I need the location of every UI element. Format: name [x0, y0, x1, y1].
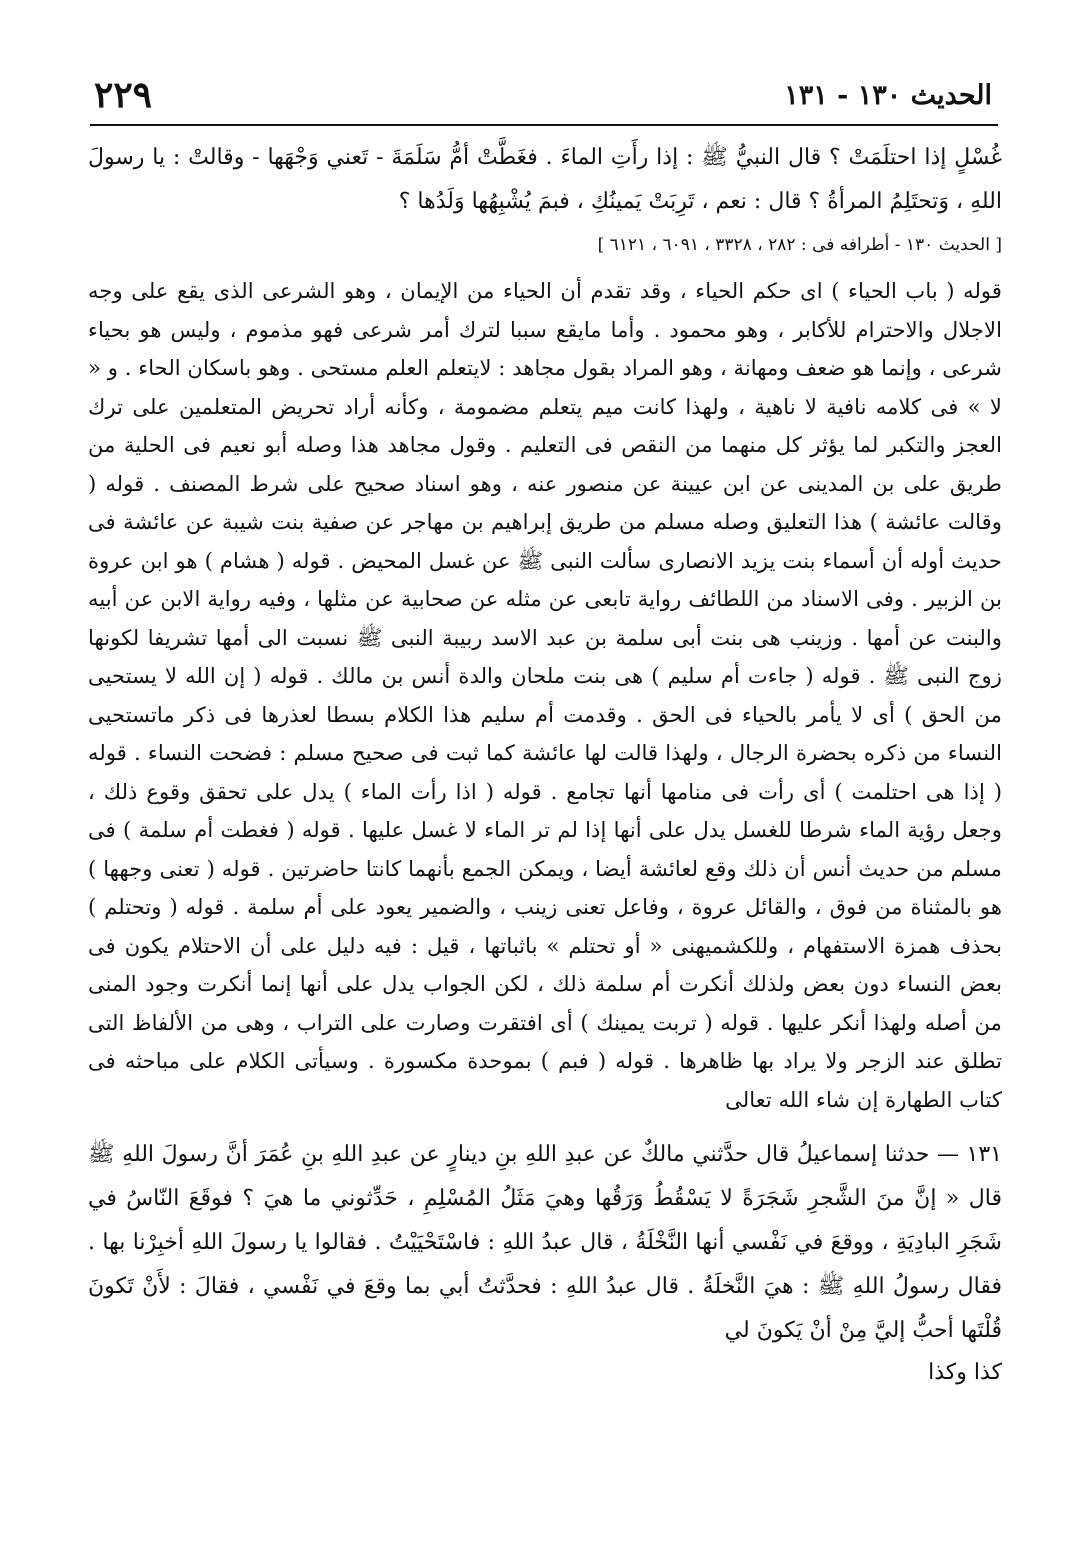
hadith-131-tail: كذا وكذا [928, 1360, 1002, 1385]
page-body [88, 136, 1002, 1393]
page-header [90, 72, 998, 126]
hadith-131-text: ١٣١ — حدثنا إسماعيلُ قال حدَّثني مالكٌ عن عبدِ اللهِ بنِ دينارٍ عن عبدِ اللهِ بنِ عُمَرَ أنَّ رسولَ اللهِ ﷺ قال « إنَّ منَ الشَّجرِ شَجَرَةً لا يَسْقُطُ وَرَقُها وهيَ مَثَلُ المُسْلِمِ ، حَدِّثوني ما هيَ ؟ فوقَعَ النّاسُ في شَجَرِ البادِيَةِ ، ووقعَ في نَفْسي أنها النَّخْلَةُ ، قال عبدُ اللهِ : فاسْتَحْيَيْتُ . فقالوا يا رسولَ اللهِ أخبِرْنا بها . فقال رسولُ اللهِ ﷺ : هيَ النَّخلَةُ . قال عبدُ اللهِ : فحدَّثتُ أبي بما وقعَ في نَفْسي ، فقالَ : لأَنْ تَكونَ قُلْتَها أحبُّ إليَّ مِنْ أنْ يَكونَ لي [88, 1142, 1002, 1343]
page-number: ٢٢٩ [94, 74, 153, 116]
commentary-paragraph: قوله ( باب الحياء ) اى حكم الحياء ، وقد تقدم أن الحياء من الإيمان ، وهو الشرعى الذى يقع على وجه الاجلال والاحترام للأكابر ، وهو محمود . وأما مايقع سببا لترك أمر شرعى فهو مذموم ، وليس هو بحياء شرعى ، وإنما هو ضعف ومهانة ، وهو المراد بقول مجاهد : لايتعلم العلم مستحى . وهو باسكان الحاء . و « لا » فى كلامه نافية لا ناهية ، ولهذا كانت ميم يتعلم مضمومة ، وكأنه أراد تحريض المتعلمين على ترك العجز والتكبر لما يؤثر كل منهما من النقص فى التعليم . وقول مجاهد هذا وصله أبو نعيم فى الحلية من طريق على بن المدينى عن ابن عيينة عن منصور عنه ، وهو اسناد صحيح على شرط المصنف . قوله ( وقالت عائشة ) هذا التعليق وصله مسلم من طريق إبراهيم بن مهاجر عن صفية بنت شيبة عن عائشة فى حديث أوله أن أسماء بنت يزيد الانصارى سألت النبى ﷺ عن غسل المحيض . قوله ( هشام ) هو ابن عروة بن الزبير . وفى الاسناد من اللطائف رواية تابعى عن مثله عن صحابية عن مثلها ، وفيه رواية الابن عن أبيه والبنت عن أمها . وزينب هى بنت أبى سلمة بن عبد الاسد ربيبة النبى ﷺ نسبت الى أمها تشريفا لكونها زوج النبى ﷺ . قوله ( جاءت أم سليم ) هى بنت ملحان والدة أنس بن مالك . قوله ( إن الله لا يستحيى من الحق ) أى لا يأمر بالحياء فى الحق . وقدمت أم سليم هذا الكلام بسطا لعذرها فى ذكر ماتستحيى النساء من ذكره بحضرة الرجال ، ولهذا قالت لها عائشة كما ثبت فى صحيح مسلم : فضحت النساء . قوله ( إذا هى احتلمت ) أى رأت فى منامها أنها تجامع . قوله ( اذا رأت الماء ) يدل على تحقق وقوع ذلك ، وجعل رؤية الماء شرطا للغسل يدل على أنها إذا لم تر الماء لا غسل عليها . قوله ( فغطت أم سلمة ) فى مسلم من حديث أنس أن ذلك وقع لعائشة أيضا ، ويمكن الجمع بأنهما كانتا حاضرتين . قوله ( تعنى وجهها ) هو بالمثناة من فوق ، والقائل عروة ، وفاعل تعنى زينب ، والضمير يعود على أم سلمة . قوله ( وتحتلم ) بحذف همزة الاستفهام ، وللكشميهنى « أو تحتلم » باثباتها ، قيل : فيه دليل على أن الاحتلام يكون فى بعض النساء دون بعض ولذلك أنكرت أم سلمة ذلك ، لكن الجواب يدل على أنها إنما أنكرت وجود المنى من أصله ولهذا أنكر عليها . قوله ( تربت يمينك ) أى افتقرت وصارت على التراب ، وهى من الألفاظ التى تطلق عند الزجر ولا يراد بها ظاهرها . قوله ( فبم ) بموحدة مكسورة . وسيأتى الكلام على مباحثه فى كتاب الطهارة إن شاء الله تعالى [88, 278, 1002, 1112]
hadith-130-references: [ الحديث ١٣٠ - أطرافه فى : ٢٨٢ ، ٣٣٢٨ ، ٦٠٩١ ، ٦١٢١ ] [597, 235, 1002, 255]
hadith-130-text: غُسْلٍ إذا احتلَمَتْ ؟ قال النبيُّ ﷺ : إذا رأَتِ الماءَ . فغَطَّتْ أمُّ سَلَمَةَ - تَعني وَجْهَها - وقالتْ : يا رسولَ اللهِ ، وَتحتَلِمُ المرأةُ ؟ قال : نعم ، تَرِبَتْ يَمينُكِ ، فبمَ يُشْبِهُها وَلَدُها ؟ [88, 145, 1002, 214]
running-title: الحديث ١٣٠ - ١٣١ [784, 80, 992, 111]
